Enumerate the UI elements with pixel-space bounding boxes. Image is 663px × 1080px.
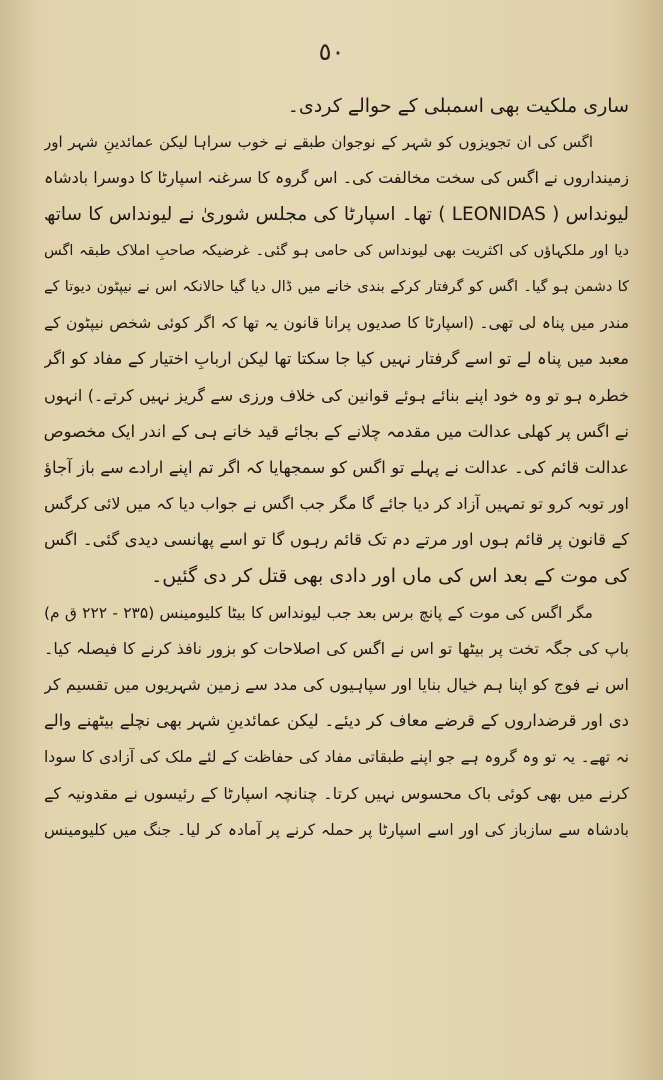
text-line: کا دشمن ہو گیا۔ اگس کو گرفتار کرکے بندی خانے میں ڈال دیا گیا حالانکہ اس نے نیپٹون دیوتا کے — [44, 278, 629, 295]
text-line: باپ کی جگہ تخت پر بیٹھا تو اس نے اگس کی اصلاحات کو بزور نافذ کرنے کا فیصلہ کیا۔ — [44, 638, 629, 658]
page-number: ٥٠ — [318, 38, 345, 66]
text-line: نہ تھے۔ یہ تو وہ گروہ ہے جو اپنے طبقاتی مفاد کی حفاظت کے لئے ملک کی آزادی کا سودا — [44, 748, 629, 767]
text-line: کی موت کے بعد اس کی ماں اور دادی بھی قتل کر دی گئیں۔ — [151, 565, 629, 588]
text-line: عدالت قائم کی۔ عدالت نے پہلے تو اگس کو سمجھایا کہ اگر تم اپنے ارادے سے باز آجاؤ — [44, 457, 629, 477]
text-line: نے اگس پر کھلی عدالت میں مقدمہ چلانے کے بجائے قید خانے ہی کے اندر ایک مخصوص — [44, 421, 629, 441]
text-line: خطرہ ہو تو وہ خود اپنے بنائے ہوئے قوانین کی خلاف ورزی سے گریز نہیں کرتے۔) انہوں — [44, 385, 629, 405]
text-line: دیا اور ملکہاؤں کی اکثریت بھی لیونداس کی حامی ہو گئی۔ غرضیکہ صاحبِ املاک طبقہ اگس — [44, 242, 629, 259]
text-line: اور توبہ کرو تو تمہیں آزاد کر دیا جائے گا مگر جب اگس نے جواب دیا کہ میں لائی کرگس — [44, 494, 629, 514]
text-line: اگس کی ان تجویزوں کو شہر کے نوجوان طبقے نے خوب سراہا لیکن عمائدینِ شہر اور — [44, 133, 593, 152]
text-line: کرنے میں بھی کوئی باک محسوس نہیں کرتا۔ چنانچہ اسپارٹا کے رئیسوں نے مقدونیہ کے — [44, 783, 629, 803]
text-line: دی اور قرضداروں کے قرضے معاف کر دیئے۔ لیکن عمائدینِ شہر بھی نچلے بیٹھنے والے — [44, 711, 629, 731]
text-line: ساری ملکیت بھی اسمبلی کے حوالے کردی۔ — [287, 95, 629, 117]
text-line: معبد میں پناہ لے تو اسے گرفتار نہیں کیا جا سکتا تھا لیکن اربابِ اختیار کے مفاد کو اگر — [44, 349, 629, 369]
body-text — [44, 88, 629, 848]
text-line: مندر میں پناہ لی تھی۔ (اسپارٹا کا صدیوں پرانا قانون یہ تھا کہ اگر کوئی شخص نیپٹون کے — [44, 314, 629, 333]
text-line: لیونداس ( LEONIDAS ) تھا۔ اسپارٹا کی مجلس شوریٰ نے لیونداس کا ساتھ — [44, 203, 629, 225]
text-line: اس نے فوج کو اپنا ہم خیال بنایا اور سپاہیوں کی مدد سے زمین شہریوں میں تقسیم کر — [44, 675, 629, 694]
text-line: مگر اگس کی موت کے پانچ برس بعد جب لیونداس کا بیٹا کلیومینس (۲۳۵ - ۲۲۲ ق م) — [44, 603, 593, 622]
text-line: بادشاہ سے سازباز کی اور اسے اسپارٹا پر حملہ کرنے پر آمادہ کر لیا۔ جنگ میں کلیومینس — [44, 820, 629, 839]
text-line: زمینداروں نے اگس کی سخت مخالفت کی۔ اس گروہ کا سرغنہ اسپارٹا کا دوسرا بادشاہ — [44, 168, 629, 188]
text-line: کے قانون پر قائم ہوں اور مرتے دم تک قائم رہوں گا تو اسے پھانسی دیدی گئی۔ اگس — [44, 530, 629, 550]
